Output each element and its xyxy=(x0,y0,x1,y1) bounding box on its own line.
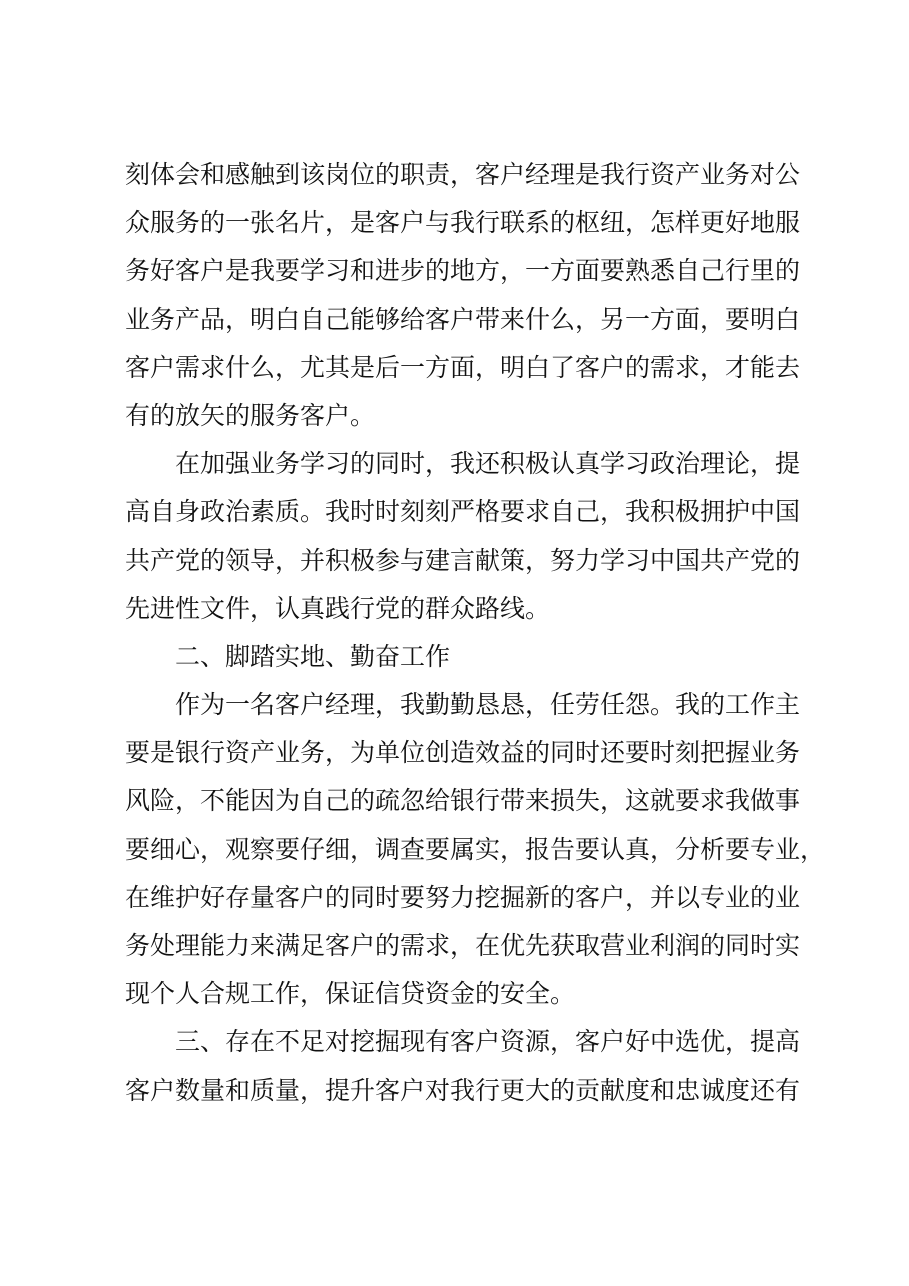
text-line: 三、存在不足对挖掘现有客户资源，客户好中选优，提高 xyxy=(175,1027,801,1057)
text-line: 作为一名客户经理，我勤勤恳恳，任劳任怨。我的工作主 xyxy=(175,690,801,720)
text-line: 客户需求什么，尤其是后一方面，明白了客户的需求，才能去 xyxy=(125,352,801,382)
text-line: 在加强业务学习的同时，我还积极认真学习政治理论，提 xyxy=(175,449,801,479)
text-line: 高自身政治素质。我时时刻刻严格要求自己，我积极拥护中国 xyxy=(125,497,801,527)
text-line: 刻体会和感触到该岗位的职责，客户经理是我行资产业务对公 xyxy=(125,160,801,189)
text-line: 要细心，观察要仔细，调查要属实，报告要认真，分析要专业， xyxy=(125,834,826,864)
text-line: 众服务的一张名片，是客户与我行联系的枢纽，怎样更好地服 xyxy=(125,208,801,238)
text-line: 在维护好存量客户的同时要努力挖掘新的客户，并以专业的业 xyxy=(125,882,801,912)
text-line: 共产党的领导，并积极参与建言献策，努力学习中国共产党的 xyxy=(125,545,801,575)
document-body xyxy=(125,151,826,1115)
text-line: 客户数量和质量，提升客户对我行更大的贡献度和忠诚度还有 xyxy=(125,1075,801,1105)
text-line: 有的放矢的服务客户。 xyxy=(125,400,376,430)
text-line: 务处理能力来满足客户的需求，在优先获取营业利润的同时实 xyxy=(125,931,801,960)
text-line: 风险，不能因为自己的疏忽给银行带来损失，这就要求我做事 xyxy=(125,786,801,816)
text-line: 业务产品，明白自己能够给客户带来什么，另一方面，要明白 xyxy=(125,304,801,334)
text-line: 先进性文件，认真践行党的群众路线。 xyxy=(125,593,551,623)
text-line: 二、脚踏实地、勤奋工作 xyxy=(175,641,451,671)
text-line: 务好客户是我要学习和进步的地方，一方面要熟悉自己行里的 xyxy=(125,256,801,286)
text-line: 现个人合规工作，保证信贷资金的安全。 xyxy=(125,979,576,1009)
text-line: 要是银行资产业务，为单位创造效益的同时还要时刻把握业务 xyxy=(125,738,801,768)
